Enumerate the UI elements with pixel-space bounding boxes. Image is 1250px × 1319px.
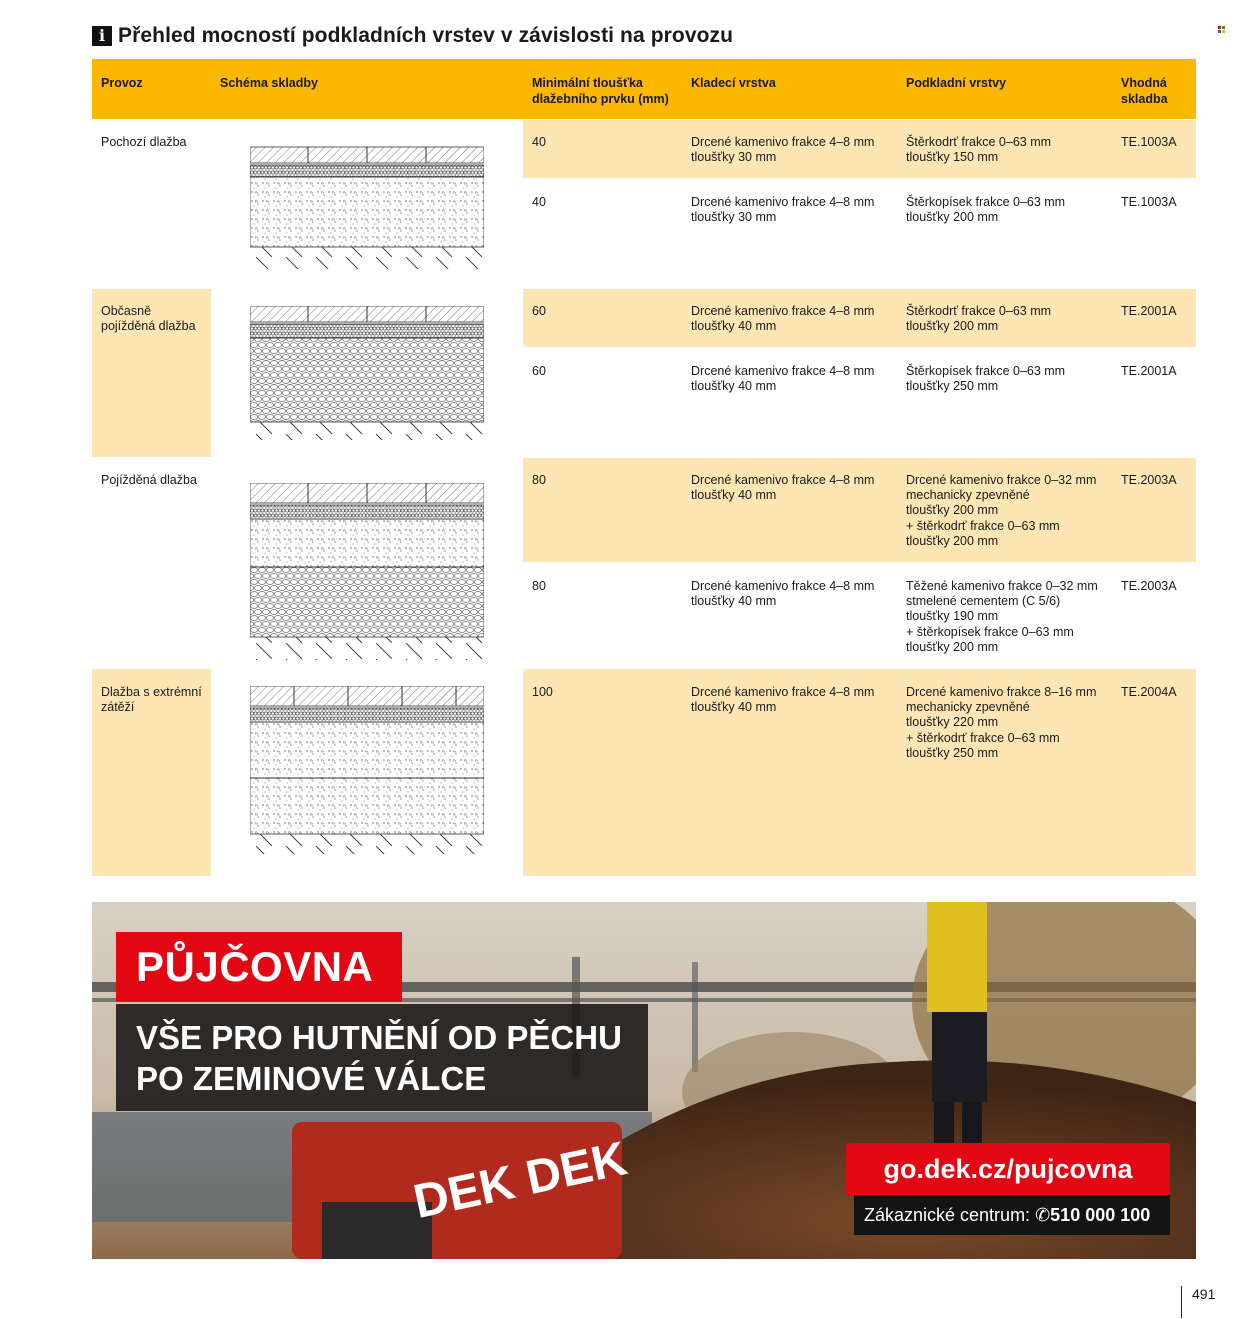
header-kladeci: Kladecí vrstva — [691, 76, 776, 90]
min-thickness: 80 — [532, 579, 546, 593]
customer-center[interactable]: Zákaznické centrum: ✆510 000 100 — [854, 1195, 1170, 1235]
min-thickness: 60 — [532, 364, 546, 378]
machine-brand: DEK DEK — [409, 1132, 632, 1229]
schema-extremni-icon — [250, 686, 484, 854]
podkladni-vrstvy: Drcené kamenivo frakce 8–16 mm mechanicky zpevněné tloušťky 220 mm + štěrkodrť frakce 0–63 mm tloušťky 250 mm — [906, 685, 1097, 760]
page-number: 491 — [1192, 1286, 1216, 1302]
table-header — [92, 59, 1196, 119]
phone-icon: ✆ — [1035, 1205, 1051, 1225]
provoz-label: Pochozí dlažba — [101, 135, 187, 149]
info-icon: i — [92, 26, 112, 46]
kladeci-vrstva: Drcené kamenivo frakce 4–8 mm tloušťky 30 mm — [691, 195, 875, 225]
provoz-label: Občasně pojížděná dlažba — [101, 304, 196, 334]
schema-pojizdena-icon — [250, 483, 484, 660]
vhodna-skladba: TE.2003A — [1121, 473, 1177, 487]
color-mark-icon — [1218, 26, 1226, 34]
vhodna-skladba: TE.2004A — [1121, 685, 1177, 699]
provoz-label: Dlažba s extrémní zátěží — [101, 685, 202, 715]
schema-obcasne-icon — [250, 306, 484, 440]
min-thickness: 80 — [532, 473, 546, 487]
podkladni-vrstvy: Štěrkodrť frakce 0–63 mm tloušťky 200 mm — [906, 304, 1052, 334]
min-thickness: 100 — [532, 685, 553, 699]
podkladni-vrstvy: Štěrkopísek frakce 0–63 mm tloušťky 200 mm — [906, 195, 1066, 225]
kladeci-vrstva: Drcené kamenivo frakce 4–8 mm tloušťky 40 mm — [691, 579, 875, 609]
min-thickness: 40 — [532, 135, 546, 149]
rental-link[interactable]: go.dek.cz/pujcovna — [846, 1143, 1170, 1195]
podkladni-vrstvy: Drcené kamenivo frakce 0–32 mm mechanicky zpevněné tloušťky 200 mm + štěrkodrť frakce 0–63 mm tloušťky 200 mm — [906, 473, 1097, 548]
kladeci-vrstva: Drcené kamenivo frakce 4–8 mm tloušťky 40 mm — [691, 304, 875, 334]
title-text: Přehled mocností podkladních vrstev v závislosti na provozu — [118, 24, 734, 47]
banner-subline: VŠE PRO HUTNĚNÍ OD PĚCHU PO ZEMINOVÉ VÁLCE — [116, 1004, 648, 1111]
vhodna-skladba: TE.2003A — [1121, 579, 1177, 593]
banner-headline: PŮJČOVNA — [116, 932, 402, 1002]
kladeci-vrstva: Drcené kamenivo frakce 4–8 mm tloušťky 40 mm — [691, 685, 875, 715]
page-divider — [1181, 1286, 1182, 1318]
page-title — [92, 24, 733, 48]
vhodna-skladba: TE.1003A — [1121, 195, 1177, 209]
podkladni-vrstvy: Těžené kamenivo frakce 0–32 mm stmelené cementem (C 5/6) tloušťky 190 mm + štěrkopísek frakce 0–63 mm tloušťky 200 mm — [906, 579, 1098, 654]
min-thickness: 60 — [532, 304, 546, 318]
kladeci-vrstva: Drcené kamenivo frakce 4–8 mm tloušťky 30 mm — [691, 135, 875, 165]
vhodna-skladba: TE.2001A — [1121, 364, 1177, 378]
min-thickness: 40 — [532, 195, 546, 209]
schema-pochozi-icon — [250, 145, 484, 269]
podkladni-vrstvy: Štěrkodrť frakce 0–63 mm tloušťky 150 mm — [906, 135, 1052, 165]
kladeci-vrstva: Drcené kamenivo frakce 4–8 mm tloušťky 40 mm — [691, 364, 875, 394]
vhodna-skladba: TE.1003A — [1121, 135, 1177, 149]
header-schema: Schéma skladby — [220, 76, 318, 90]
header-podkladni: Podkladní vrstvy — [906, 76, 1007, 90]
kladeci-vrstva: Drcené kamenivo frakce 4–8 mm tloušťky 40 mm — [691, 473, 875, 503]
header-vhodna: Vhodná skladba — [1121, 76, 1168, 106]
header-min-thickness: Minimální tloušťka dlažebního prvku (mm) — [532, 76, 669, 106]
vhodna-skladba: TE.2001A — [1121, 304, 1177, 318]
provoz-label: Pojížděná dlažba — [101, 473, 197, 487]
header-provoz: Provoz — [101, 76, 143, 90]
podkladni-vrstvy: Štěrkopísek frakce 0–63 mm tloušťky 250 mm — [906, 364, 1066, 394]
